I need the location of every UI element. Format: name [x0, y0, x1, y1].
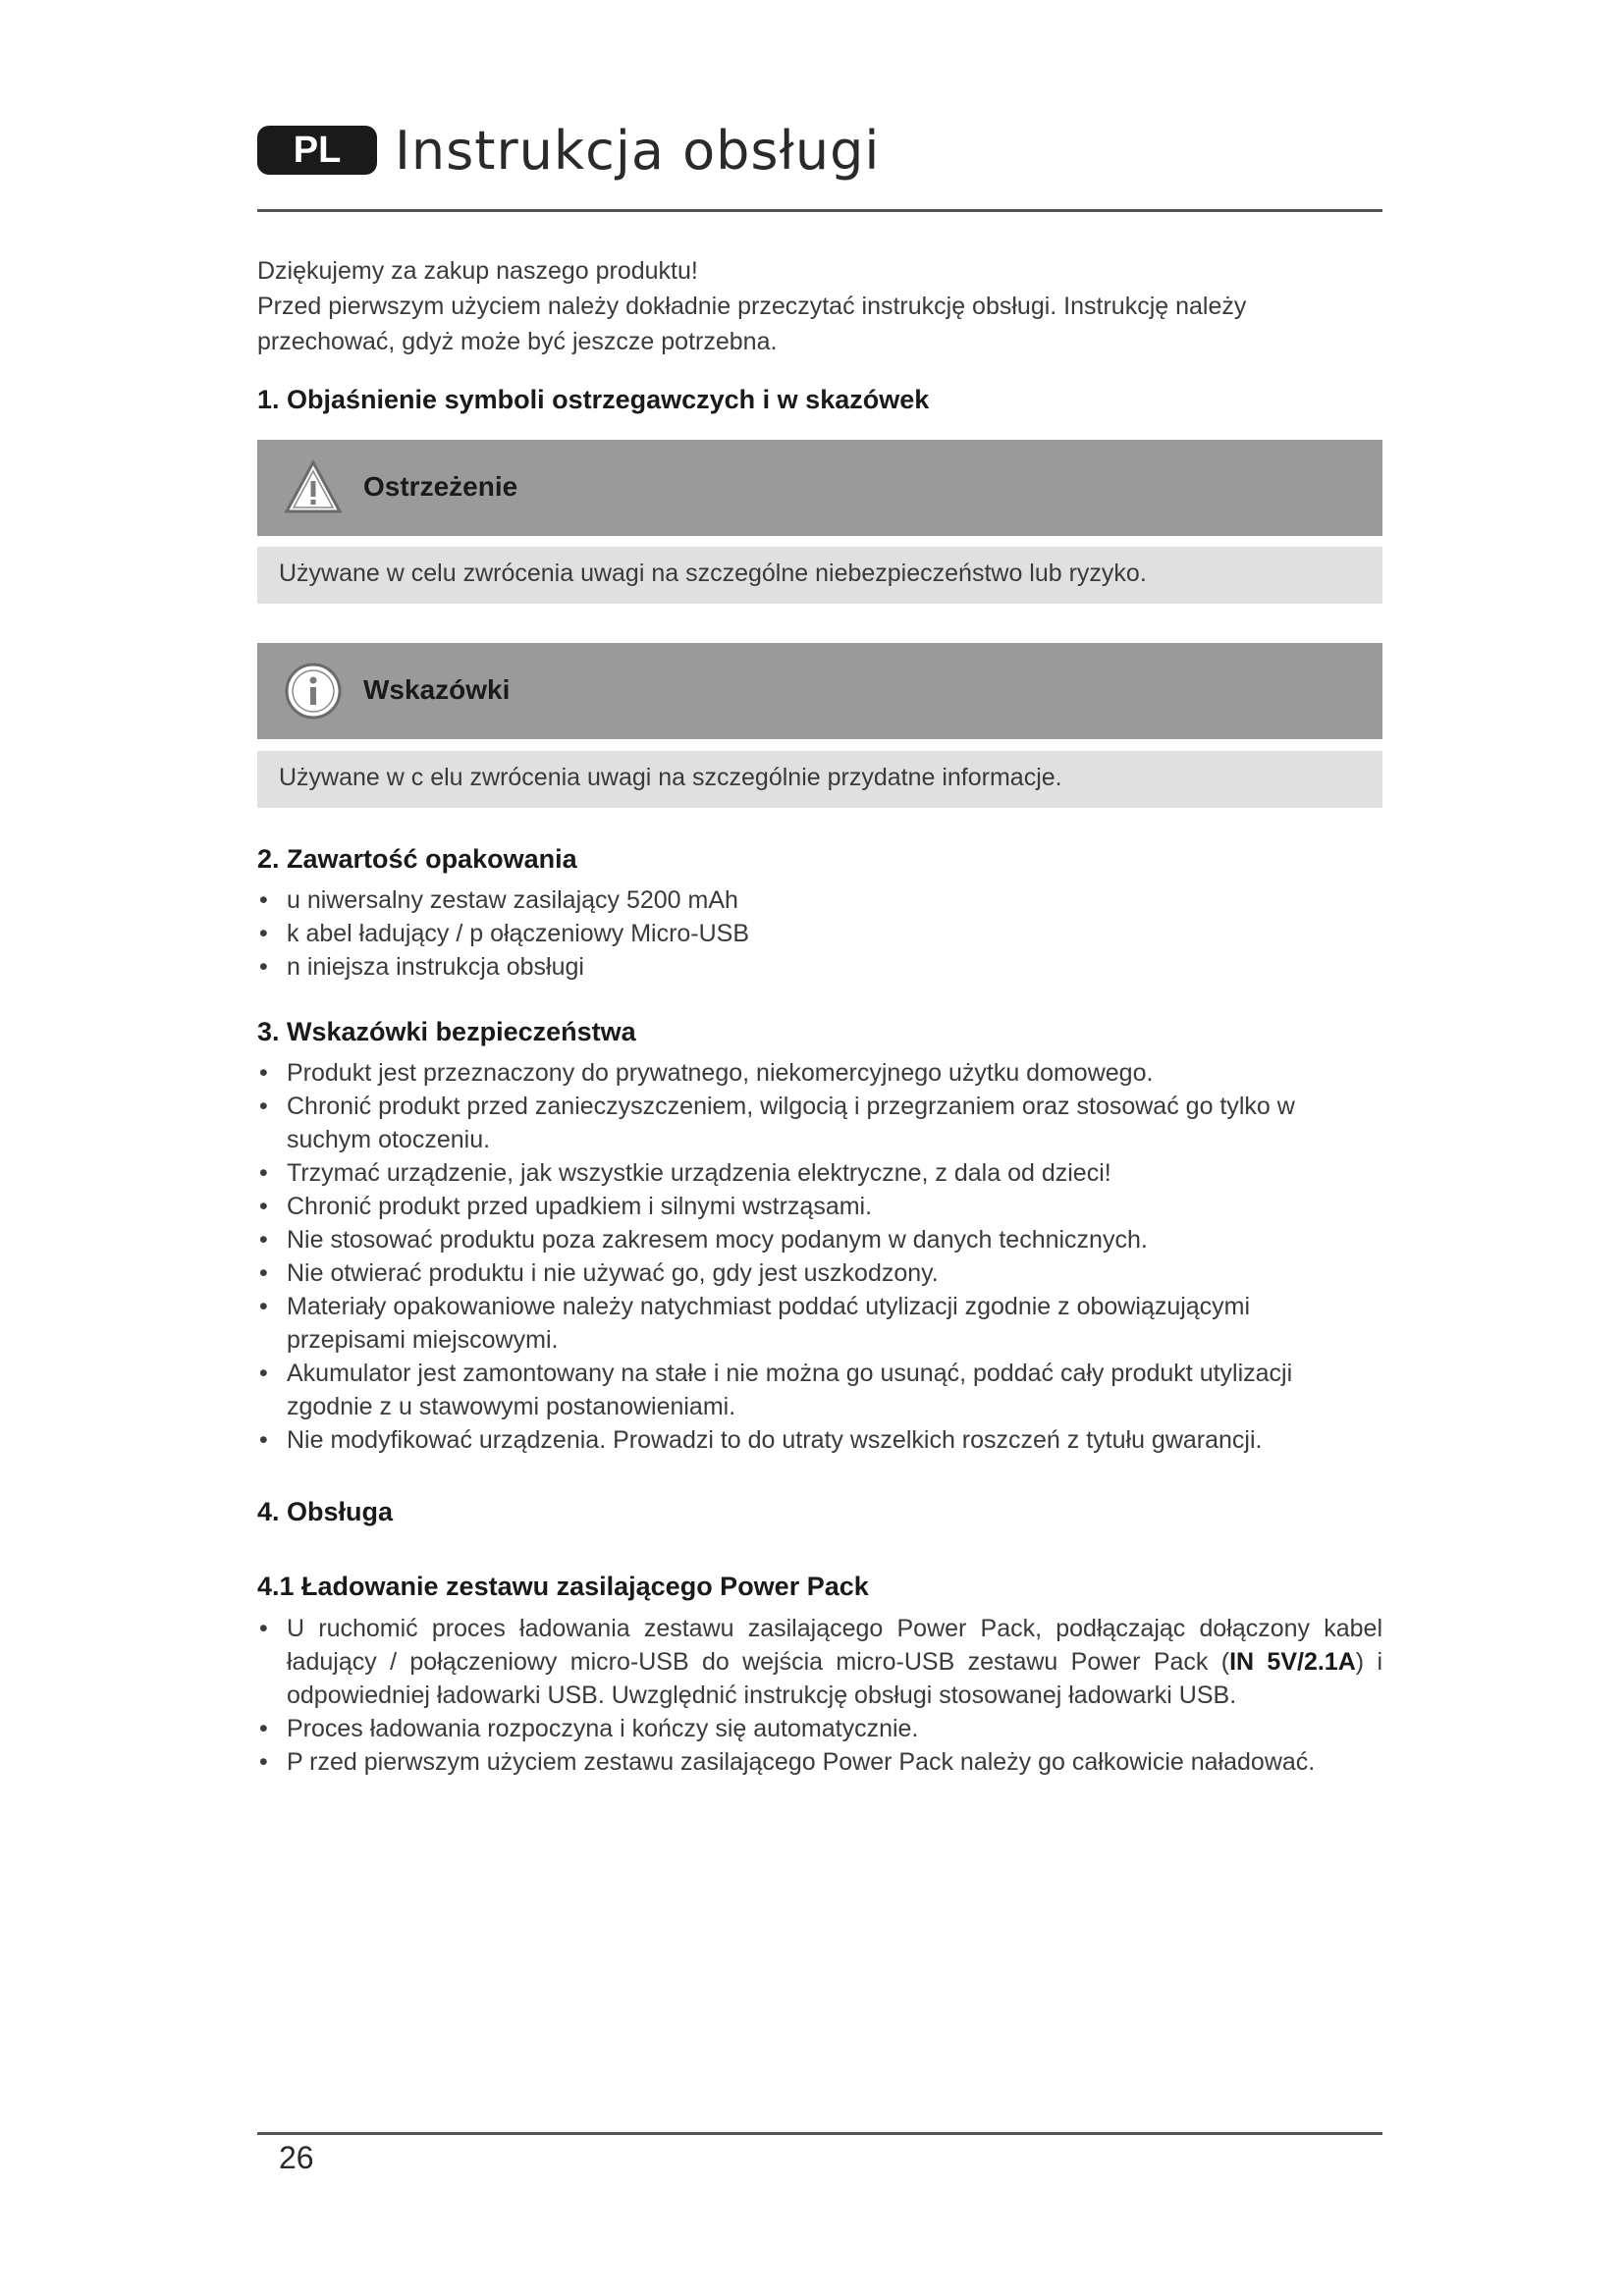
- input-spec: IN 5V/2.1A: [1229, 1648, 1356, 1676]
- charging-list: [257, 1612, 1382, 1779]
- list-item: • Trzymać urządzenie, jak wszystkie urządzenia elektryczne, z dala od dzieci!: [257, 1156, 1318, 1190]
- list-item: • Nie otwierać produktu i nie używać go, gdy jest uszkodzony.: [257, 1256, 1318, 1290]
- list-item: • Produkt jest przeznaczony do prywatnego, niekomercyjnego użytku domowego.: [257, 1056, 1318, 1090]
- intro-text: [257, 253, 1382, 359]
- list-item: • Akumulator jest zamontowany na stałe i nie można go usunąć, poddać cały produkt utylizacji zgodnie z u stawowymi postanowieniami.: [257, 1357, 1318, 1423]
- language-badge: PL: [257, 126, 377, 175]
- section-4-title: 4. Obsługa: [257, 1497, 394, 1526]
- list-item: • P rzed pierwszym użyciem zestawu zasilającego Power Pack należy go całkowicie naładować.: [257, 1745, 1382, 1779]
- list-item: [257, 1612, 1382, 1712]
- list-item: • n iniejsza instrukcja obsługi: [257, 950, 1382, 984]
- intro-instructions: Przed pierwszym użyciem należy dokładnie przeczytać instrukcję obsługi. Instrukcję należy przechować, gdyż może być jeszcze potrzebna.: [257, 293, 1247, 355]
- hints-header: [257, 643, 1382, 739]
- charging-step-text-end: ) i odpowiedniej ładowarki USB. Uwzględnić instrukcję obsługi stosowanej ładowarki USB.: [287, 1648, 1383, 1709]
- warning-label: Ostrzeżenie: [363, 471, 518, 502]
- warning-text: Używane w celu zwrócenia uwagi na szczególne niebezpieczeństwo lub ryzyko.: [279, 560, 1147, 587]
- list-item: • Proces ładowania rozpoczyna i kończy się automatycznie.: [257, 1712, 1382, 1745]
- hints-description: [257, 751, 1382, 808]
- list-item: • Chronić produkt przed upadkiem i silnymi wstrząsami.: [257, 1190, 1318, 1223]
- section-4-1-title: 4.1 Ładowanie zestawu zasilającego Power Pack: [257, 1572, 869, 1601]
- section-1-title: 1. Objaśnienie symboli ostrzegawczych i w skazówek: [257, 385, 930, 414]
- manual-page: [257, 0, 1382, 2296]
- section-3-title: 3. Wskazówki bezpieczeństwa: [257, 1017, 636, 1046]
- list-item: • u niwersalny zestaw zasilający 5200 mAh: [257, 883, 1382, 917]
- section-2-title: 2. Zawartość opakowania: [257, 844, 577, 874]
- page-header: [257, 116, 1382, 212]
- list-item: • Nie modyfikować urządzenia. Prowadzi to do utraty wszelkich roszczeń z tytułu gwarancji.: [257, 1423, 1318, 1457]
- page-title: Instrukcja obsługi: [395, 120, 881, 182]
- list-item: • Nie stosować produktu poza zakresem mocy podanym w danych technicznych.: [257, 1223, 1318, 1256]
- list-item: • Chronić produkt przed zanieczyszczeniem, wilgocią i przegrzaniem oraz stosować go tylko w suchym otoczeniu.: [257, 1090, 1318, 1156]
- warning-header: [257, 440, 1382, 536]
- list-item: • Materiały opakowaniowe należy natychmiast poddać utylizacji zgodnie z obowiązującymi przepisami miejscowymi.: [257, 1290, 1318, 1357]
- charging-step-text: U ruchomić proces ładowania zestawu zasilającego Power Pack, podłączając dołączony kabel ładujący / połączeniowy micro-USB do wejścia micro-USB zestawu Power Pack (: [287, 1615, 1382, 1676]
- list-item: • k abel ładujący / p ołączeniowy Micro-USB: [257, 917, 1382, 950]
- intro-thanks: Dziękujemy za zakup naszego produktu!: [257, 257, 698, 285]
- footer-divider: [257, 2132, 1382, 2135]
- hints-text: Używane w c elu zwrócenia uwagi na szczególnie przydatne informacje.: [279, 764, 1062, 791]
- safety-list: [257, 1056, 1318, 1457]
- package-contents-list: [257, 883, 1382, 984]
- page-number: 26: [279, 2140, 314, 2175]
- warning-description: [257, 547, 1382, 604]
- info-circle-icon: [283, 661, 344, 721]
- hints-label: Wskazówki: [363, 674, 511, 705]
- warning-triangle-icon: [283, 457, 344, 518]
